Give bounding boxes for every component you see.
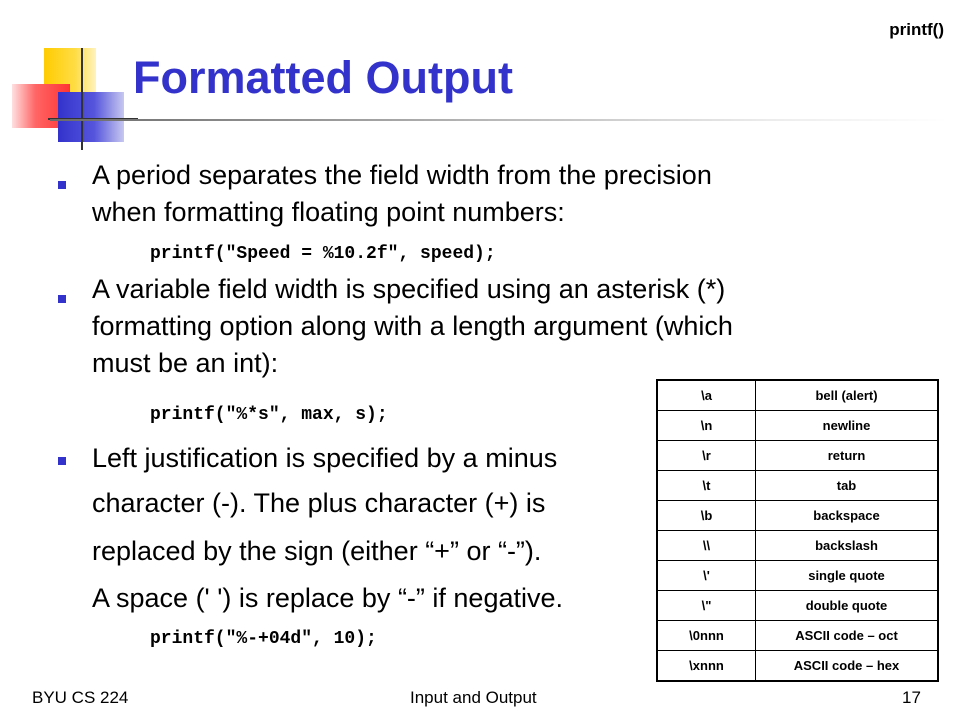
bullet-marker bbox=[58, 295, 66, 303]
footer-course: BYU CS 224 bbox=[32, 688, 129, 707]
escape-meaning: tab bbox=[756, 471, 939, 501]
table-row bbox=[657, 501, 938, 531]
table-row bbox=[657, 591, 938, 621]
escape-sequence-table bbox=[656, 379, 939, 682]
escape-code: \n bbox=[657, 411, 756, 441]
escape-meaning: newline bbox=[756, 411, 939, 441]
table-row bbox=[657, 441, 938, 471]
escape-meaning: double quote bbox=[756, 591, 939, 621]
table-row bbox=[657, 651, 938, 682]
escape-code: \a bbox=[657, 380, 756, 411]
escape-code: \" bbox=[657, 591, 756, 621]
table-row bbox=[657, 380, 938, 411]
corner-logo bbox=[0, 40, 140, 150]
escape-code: \t bbox=[657, 471, 756, 501]
escape-code: \' bbox=[657, 561, 756, 591]
bullet-3-line-1: Left justification is specified by a minus bbox=[92, 443, 558, 473]
bullet-1-line-2: when formatting floating point numbers: bbox=[92, 197, 565, 227]
escape-code: \r bbox=[657, 441, 756, 471]
code-example-1: printf("Speed = %10.2f", speed); bbox=[150, 244, 496, 264]
slide-title: Formatted Output bbox=[133, 52, 513, 103]
bullet-1-line-1: A period separates the field width from the precision bbox=[92, 160, 712, 190]
code-example-2: printf("%*s", max, s); bbox=[150, 405, 388, 425]
escape-meaning: single quote bbox=[756, 561, 939, 591]
bullet-3-line-4: A space (' ') is replace by “-” if negative. bbox=[92, 583, 563, 613]
logo-blue-square bbox=[58, 92, 124, 142]
bullet-marker bbox=[58, 457, 66, 465]
table-row bbox=[657, 471, 938, 501]
escape-meaning: bell (alert) bbox=[756, 380, 939, 411]
escape-meaning: return bbox=[756, 441, 939, 471]
bullet-2-line-1: A variable field width is specified using an asterisk (*) bbox=[92, 274, 726, 304]
logo-vertical-line bbox=[81, 48, 83, 150]
escape-meaning: backspace bbox=[756, 501, 939, 531]
bullet-2-line-3: must be an int): bbox=[92, 348, 279, 378]
corner-label: printf() bbox=[889, 20, 944, 39]
code-example-3: printf("%-+04d", 10); bbox=[150, 629, 377, 649]
title-underline bbox=[50, 119, 950, 121]
bullet-marker bbox=[58, 181, 66, 189]
bullet-3-line-3: replaced by the sign (either “+” or “-”). bbox=[92, 536, 542, 566]
table-row bbox=[657, 621, 938, 651]
escape-code: \b bbox=[657, 501, 756, 531]
table-row bbox=[657, 411, 938, 441]
escape-code: \0nnn bbox=[657, 621, 756, 651]
footer-page-number: 17 bbox=[902, 688, 921, 707]
escape-meaning: ASCII code – oct bbox=[756, 621, 939, 651]
footer-topic: Input and Output bbox=[410, 688, 537, 707]
table-row bbox=[657, 531, 938, 561]
escape-code: \\ bbox=[657, 531, 756, 561]
escape-meaning: backslash bbox=[756, 531, 939, 561]
escape-meaning: ASCII code – hex bbox=[756, 651, 939, 682]
bullet-2-line-2: formatting option along with a length argument (which bbox=[92, 311, 733, 341]
table-row bbox=[657, 561, 938, 591]
bullet-3-line-2: character (-). The plus character (+) is bbox=[92, 488, 546, 518]
escape-code: \xnnn bbox=[657, 651, 756, 682]
